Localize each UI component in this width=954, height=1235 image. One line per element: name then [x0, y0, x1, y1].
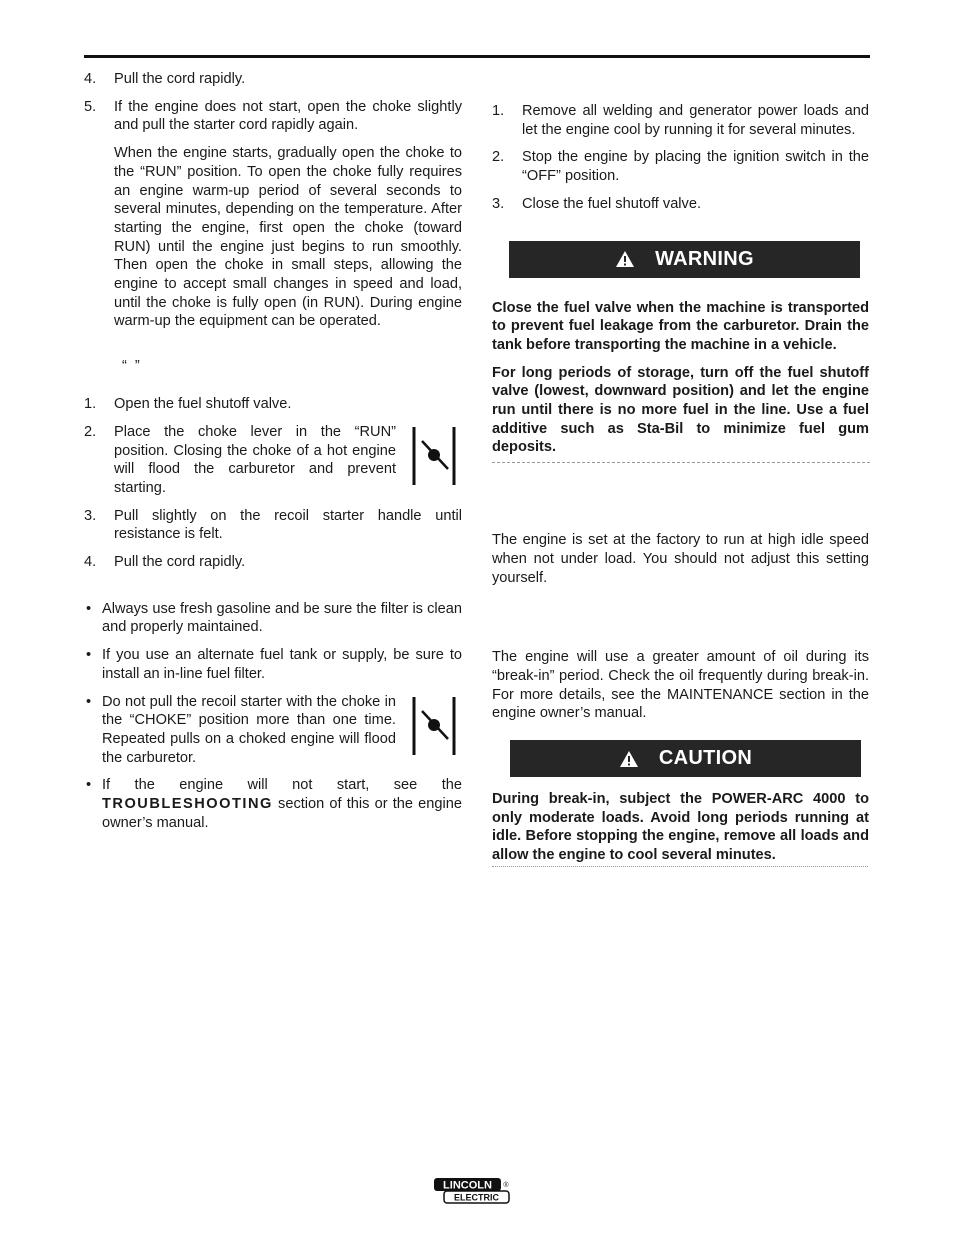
list-item-text: Pull the cord rapidly.	[114, 71, 246, 87]
troubleshooting-ref: TROUBLESHOOTING	[102, 796, 273, 813]
list-item: 4. Pull the cord rapidly.	[84, 71, 246, 87]
svg-text:ELECTRIC: ELECTRIC	[454, 1192, 499, 1203]
choke-run-icon	[404, 423, 462, 489]
section-divider	[492, 462, 870, 463]
warmup-paragraph: When the engine starts, gradually open the choke to the “RUN” position. To open the choke fully requires an engine warm-up period of several seconds to several minutes, depending on the temperature. After starting the engine, first open the choke (toward RUN) until the engine just begins to run smoothly. Then open the choke in small steps, allowing the engine to accept small changes in speed and load, until the choke is fully open (in RUN). During engine warm-up the equipment can be operated.	[114, 145, 462, 330]
bullet-item: • If the engine will not start, see the TROUBLESHOOTING section of this or the engine owner’s manual.	[86, 777, 462, 831]
caution-banner	[510, 740, 861, 777]
svg-text:LINCOLN: LINCOLN	[443, 1179, 492, 1192]
choke-run-icon	[404, 693, 462, 759]
list-item-text: Place the choke lever in the “RUN” position. Closing the choke of a hot engine will flood the carburetor and prevent starting.	[114, 423, 396, 496]
list-item: 2. Stop the engine by placing the ignition switch in the “OFF” position.	[492, 149, 869, 185]
list-item: 5. If the engine does not start, open the choke slightly and pull the starter cord rapidly again.	[84, 98, 462, 134]
list-item: 2. Place the choke lever in the “RUN” position. Closing the choke of a hot engine will flood the carburetor and prevent starting.	[84, 423, 462, 498]
quoted-heading-marks: “ ”	[122, 358, 142, 375]
lincoln-electric-logo	[433, 1177, 511, 1205]
warning-label: WARNING	[655, 247, 754, 270]
warning-banner	[509, 241, 860, 278]
list-item-text: Stop the engine by placing the ignition switch in the “OFF” position.	[522, 149, 869, 185]
bullet-item: • Always use fresh gasoline and be sure the filter is clean and properly maintained.	[86, 600, 462, 636]
left-column	[84, 70, 462, 842]
list-item: 3. Close the fuel shutoff valve.	[492, 195, 702, 212]
warning-triangle-icon	[615, 250, 635, 268]
section-divider	[492, 866, 868, 867]
list-item-text: If the engine does not start, open the choke slightly and pull the starter cord rapidly again.	[114, 98, 462, 134]
right-column	[492, 102, 869, 867]
list-item-text: Close the fuel shutoff valve.	[522, 195, 702, 212]
warning-triangle-icon	[619, 750, 639, 768]
list-item-text: Remove all welding and generator power loads and let the engine cool by running it for several minutes.	[522, 103, 869, 138]
list-item-text: Pull the cord rapidly.	[114, 554, 246, 571]
bullet-item: • Do not pull the recoil starter with the choke in the “CHOKE” position more than one time. Repeated pulls on a choked engine will flood the carburetor.	[84, 693, 462, 768]
warning-text: For long periods of storage, turn off the fuel shutoff valve (lowest, downward position) and let the engine run until there is no more fuel in the line. Use a fuel additive such as Sta-Bil to minimize fuel gum deposits.	[492, 364, 869, 456]
list-item: 1. Open the fuel shutoff valve.	[84, 396, 292, 413]
list-item-text: Pull slightly on the recoil starter handle until resistance is felt.	[114, 507, 462, 543]
svg-text:®: ®	[503, 1182, 509, 1189]
list-item: 4. Pull the cord rapidly.	[84, 554, 246, 571]
warning-text: Close the fuel valve when the machine is transported to prevent fuel leakage from the carburetor. Drain the tank before transporting the machine in a vehicle.	[492, 299, 869, 353]
idle-paragraph: The engine is set at the factory to run at high idle speed when not under load. You should not adjust this setting yourself.	[492, 532, 869, 586]
list-item-text: Open the fuel shutoff valve.	[114, 396, 292, 413]
caution-text: During break-in, subject the POWER-ARC 4000 to only moderate loads. Avoid long periods running at idle. Before stopping the engine, remove all loads and allow the engine to cool several minutes.	[492, 791, 869, 864]
list-item: 3. Pull slightly on the recoil starter handle until resistance is felt.	[84, 507, 462, 543]
bullet-item: • If you use an alternate fuel tank or supply, be sure to install an in-line fuel filter.	[86, 647, 462, 682]
caution-label: CAUTION	[658, 747, 753, 770]
break-in-paragraph: The engine will use a greater amount of oil during its “break-in” period. Check the oil frequently during break-in. For more details, see the MAINTENANCE section in the engine owner’s manual.	[492, 649, 869, 722]
list-item: 1. Remove all welding and generator power loads and let the engine cool by running it for several minutes.	[492, 103, 869, 138]
header-rule	[84, 55, 870, 58]
